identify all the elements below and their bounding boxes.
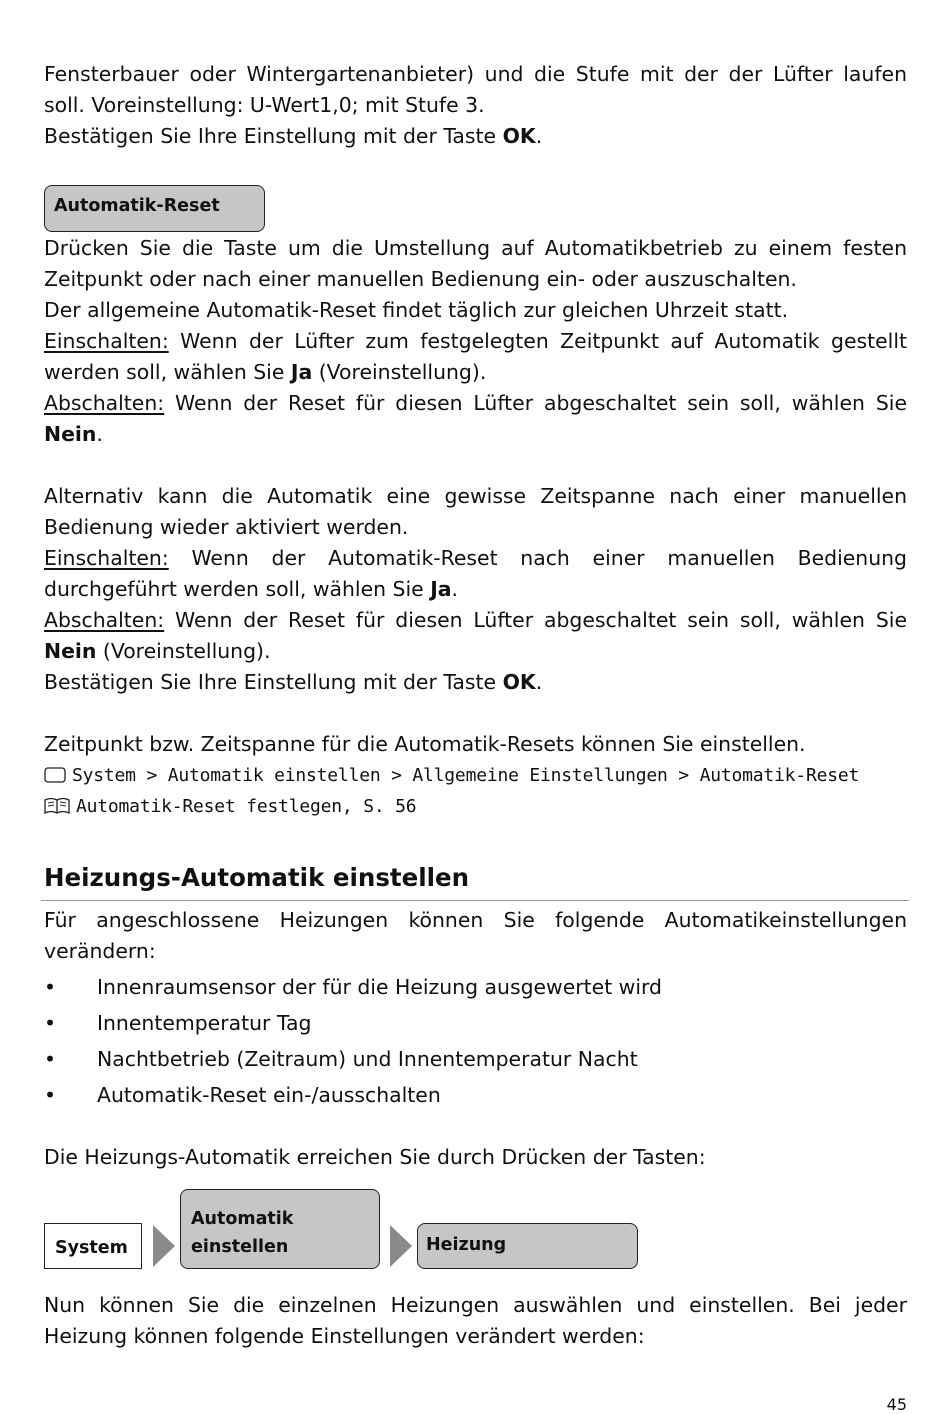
heizung-list: [44, 969, 907, 1113]
heizung-reach: Die Heizungs-Automatik erreichen Sie durch Drücken der Tasten:: [44, 1145, 706, 1169]
list-item-text: Innenraumsensor der für die Heizung ausgewertet wird: [97, 975, 662, 999]
automatik-reset-button-label: Automatik-Reset: [54, 196, 220, 216]
heading-divider: [41, 900, 909, 901]
abschalten-post: (Voreinstellung).: [96, 639, 271, 663]
heizung-key-label: Heizung: [426, 1235, 507, 1255]
heizung-section: [44, 905, 907, 1113]
reset-alternative: Alternativ kann die Automatik eine gewisse Zeitspanne nach einer manuellen Bedienung wieder aktiviert werden.: [44, 484, 907, 539]
intro-confirm: [44, 121, 907, 152]
list-item: [44, 1005, 907, 1041]
automatik-einstellen-key[interactable]: [180, 1189, 380, 1269]
confirm-text: Bestätigen Sie Ihre Einstellung mit der Taste: [44, 670, 503, 694]
ok-key: OK: [502, 670, 536, 694]
einschalten-post: .: [451, 577, 459, 601]
list-item-text: Automatik-Reset ein-/ausschalten: [97, 1083, 441, 1107]
list-item: [44, 1041, 907, 1077]
reset-section: [44, 233, 907, 822]
list-item: [44, 1077, 907, 1113]
confirm-post: .: [535, 124, 543, 148]
heizung-key[interactable]: [417, 1223, 638, 1269]
confirm-post: .: [535, 670, 543, 694]
reset-off-manual: [44, 605, 907, 667]
heizung-intro: Für angeschlossene Heizungen können Sie folgende Automatikeinstellungen verändern:: [44, 908, 907, 963]
system-key-label: System: [55, 1238, 128, 1258]
nein-key: Nein: [44, 639, 97, 663]
confirm-text: Bestätigen Sie Ihre Einstellung mit der Taste: [44, 124, 503, 148]
ja-key: Ja: [290, 360, 313, 384]
page-number: 45: [886, 1395, 907, 1414]
intro-paragraph: [44, 59, 907, 121]
arrow-right-icon: [153, 1225, 175, 1267]
book-icon: [44, 797, 70, 815]
book-reference: [44, 791, 907, 822]
abschalten-post: .: [96, 422, 103, 446]
reset-general: Der allgemeine Automatik-Reset findet täglich zur gleichen Uhrzeit statt.: [44, 298, 789, 322]
einschalten-post: (Voreinstellung).: [312, 360, 487, 384]
einschalten-text: Wenn der Automatik-Reset nach einer manuellen Bedienung durchgeführt werden soll, wählen Sie: [44, 546, 907, 601]
menu-path-text: System > Automatik einstellen > Allgemeine Einstellungen > Automatik-Reset: [72, 765, 860, 786]
intro-text: Fensterbauer oder Wintergartenanbieter) und die Stufe mit der der Lüfter laufen soll. Voreinstellung: U-Wert1,0; mit Stufe 3.: [44, 62, 907, 117]
heizung-outro: Nun können Sie die einzelnen Heizungen auswählen und einstellen. Bei jeder Heizung können folgende Einstellungen verändert werden:: [44, 1293, 907, 1348]
list-item-text: Nachtbetrieb (Zeitraum) und Innentemperatur Nacht: [97, 1047, 638, 1071]
abschalten-label: Abschalten:: [44, 608, 165, 632]
bullet: •: [44, 1047, 57, 1071]
book-reference-text: Automatik-Reset festlegen, S. 56: [76, 796, 417, 817]
automatik-einstellen-key-line2: einstellen: [191, 1237, 289, 1257]
ja-key: Ja: [430, 577, 452, 601]
abschalten-label: Abschalten:: [44, 391, 165, 415]
screen-icon: [44, 767, 66, 783]
bullet: •: [44, 1011, 57, 1035]
reset-off-fixed: [44, 388, 907, 450]
reset-confirm: [44, 667, 907, 698]
list-item-text: Innentemperatur Tag: [97, 1011, 312, 1035]
arrow-right-icon: [390, 1225, 412, 1267]
list-item: [44, 969, 907, 1005]
bullet: •: [44, 975, 57, 999]
bullet: •: [44, 1083, 57, 1107]
nein-key: Nein: [44, 422, 97, 446]
reset-on-manual: [44, 543, 907, 605]
abschalten-text: Wenn der Reset für diesen Lüfter abgeschaltet sein soll, wählen Sie: [164, 391, 907, 415]
automatik-reset-button[interactable]: [44, 185, 265, 232]
ok-key: OK: [502, 124, 536, 148]
menu-path: [44, 760, 907, 791]
section-heading: Heizungs-Automatik einstellen: [44, 863, 470, 892]
einschalten-label: Einschalten:: [44, 546, 169, 570]
system-key[interactable]: [44, 1223, 142, 1269]
automatik-einstellen-key-line1: Automatik: [191, 1209, 294, 1229]
einschalten-text: Wenn der Lüfter zum festgelegten Zeitpunkt auf Automatik gestellt werden soll, wählen Sie: [44, 329, 907, 384]
reset-description: Drücken Sie die Taste um die Umstellung auf Automatikbetrieb zu einem festen Zeitpunkt oder nach einer manuellen Bedienung ein- oder auszuschalten.: [44, 236, 907, 291]
einschalten-label: Einschalten:: [44, 329, 169, 353]
reset-on-fixed: [44, 326, 907, 388]
reference-text: Zeitpunkt bzw. Zeitspanne für die Automatik-Resets können Sie einstellen.: [44, 732, 806, 756]
abschalten-text: Wenn der Reset für diesen Lüfter abgeschaltet sein soll, wählen Sie: [164, 608, 907, 632]
